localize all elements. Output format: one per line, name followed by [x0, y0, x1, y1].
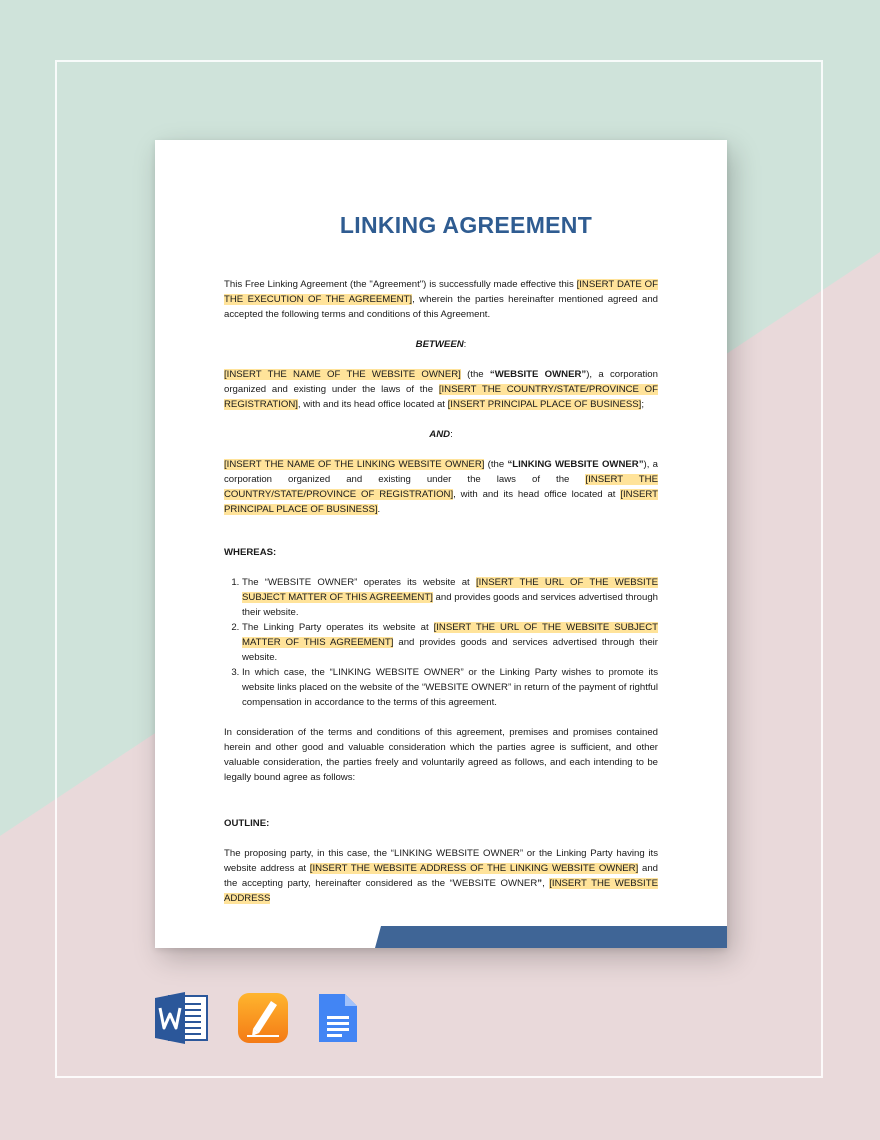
party2-text-1: (the	[484, 459, 508, 470]
placeholder-date: [INSERT DATE OF THE EXECUTION OF THE AGREEMENT]	[224, 279, 658, 305]
placeholder-linking-address: [INSERT THE WEBSITE ADDRESS OF THE LINKING WEBSITE OWNER]	[309, 863, 639, 874]
party2-text-2: ), a corporation organized and existing under the laws of the	[224, 459, 658, 485]
whereas-list	[224, 575, 658, 710]
google-docs-icon[interactable]	[317, 992, 359, 1044]
outline-text-2: and the accepting party, hereinafter considered as the “WEBSITE OWNER	[224, 863, 658, 889]
between-text: BETWEEN	[415, 339, 464, 350]
party2-text-4: .	[377, 504, 381, 515]
placeholder-url: [INSERT THE URL OF THE WEBSITE SUBJECT MATTER OF THIS AGREEMENT]	[242, 577, 658, 603]
whereas-2-text-1: The Linking Party operates its website at	[242, 622, 434, 633]
consideration-paragraph: In consideration of the terms and conditions of this agreement, premises and promises contained herein and other good and valuable consideration which the parties agree is sufficient, and other valuable consideration, the parties freely and voluntarily agreed as follows, and each intending to be legally bound agree as follows:	[224, 727, 658, 783]
document-title: LINKING AGREEMENT	[339, 212, 593, 238]
whereas-3-text-1: In which case, the “LINKING WEBSITE OWNER” or the Linking Party wishes to promote its website links placed on the website of the “WEBSITE OWNER” in return of the payment of rightful compensation in accordance to the terms of this agreement.	[242, 667, 658, 708]
document-page	[155, 140, 727, 948]
pages-icon[interactable]	[237, 992, 289, 1044]
and-text: AND	[429, 429, 451, 440]
document-body	[224, 277, 658, 906]
whereas-1-text-2: and provides goods and services advertised through their website.	[242, 592, 658, 618]
footer-band	[155, 926, 727, 948]
placeholder-business-place-2: [INSERT PRINCIPAL PLACE OF BUSINESS]	[224, 489, 659, 515]
intro-paragraph	[224, 277, 658, 322]
placeholder-owner-address: [INSERT THE WEBSITE ADDRESS	[224, 878, 658, 904]
party1-text-2: ), a corporation organized and existing under the laws of the	[224, 369, 658, 395]
party1-bold: “WEBSITE OWNER”	[489, 369, 587, 380]
party1-text-3: , with and its head office located at	[297, 399, 448, 410]
and-label: AND:	[429, 429, 453, 440]
whereas-item	[242, 575, 658, 620]
whereas-heading: WHEREAS:	[224, 547, 277, 558]
whereas-1-text-1: The “WEBSITE OWNER” operates its website at	[242, 577, 476, 588]
whereas-2-text-2: and provides goods and services advertised through their website.	[242, 637, 658, 663]
party2-bold: “LINKING WEBSITE OWNER”	[507, 459, 644, 470]
word-icon[interactable]	[155, 992, 209, 1044]
outline-bold: ”	[537, 878, 543, 889]
outline-text-1: The proposing party, in this case, the “LINKING WEBSITE OWNER” or the Linking Party having its website address at	[224, 848, 658, 874]
outline-heading: OUTLINE:	[224, 818, 270, 829]
placeholder-country: [INSERT THE COUNTRY/STATE/PROVINCE OF REGISTRATION]	[224, 384, 658, 410]
party1-text-1: (the	[460, 369, 490, 380]
party1-text-4: ;	[641, 399, 644, 410]
party2-paragraph	[224, 457, 658, 517]
party2-text-3: , with and its head office located at	[453, 489, 621, 500]
intro-text-1: This Free Linking Agreement (the "Agreement") is successfully made effective this	[224, 279, 577, 290]
placeholder-country-2: [INSERT THE COUNTRY/STATE/PROVINCE OF REGISTRATION]	[224, 474, 658, 500]
intro-text-2: , wherein the parties hereinafter mentioned agreed and accepted the following terms and conditions of this Agreement.	[224, 294, 658, 320]
placeholder-url-2: [INSERT THE URL OF THE WEBSITE SUBJECT MATTER OF THIS AGREEMENT]	[242, 622, 658, 648]
between-label: BETWEEN:	[415, 339, 467, 350]
whereas-item	[242, 620, 658, 665]
outline-paragraph	[224, 846, 658, 906]
outline-text-3: ,	[542, 878, 550, 889]
whereas-item	[242, 665, 658, 710]
party1-paragraph	[224, 367, 658, 412]
placeholder-business-place: [INSERT PRINCIPAL PLACE OF BUSINESS]	[447, 399, 642, 410]
placeholder-owner-name: [INSERT THE NAME OF THE WEBSITE OWNER]	[224, 369, 461, 380]
placeholder-linking-owner-name: [INSERT THE NAME OF THE LINKING WEBSITE OWNER]	[224, 459, 485, 470]
